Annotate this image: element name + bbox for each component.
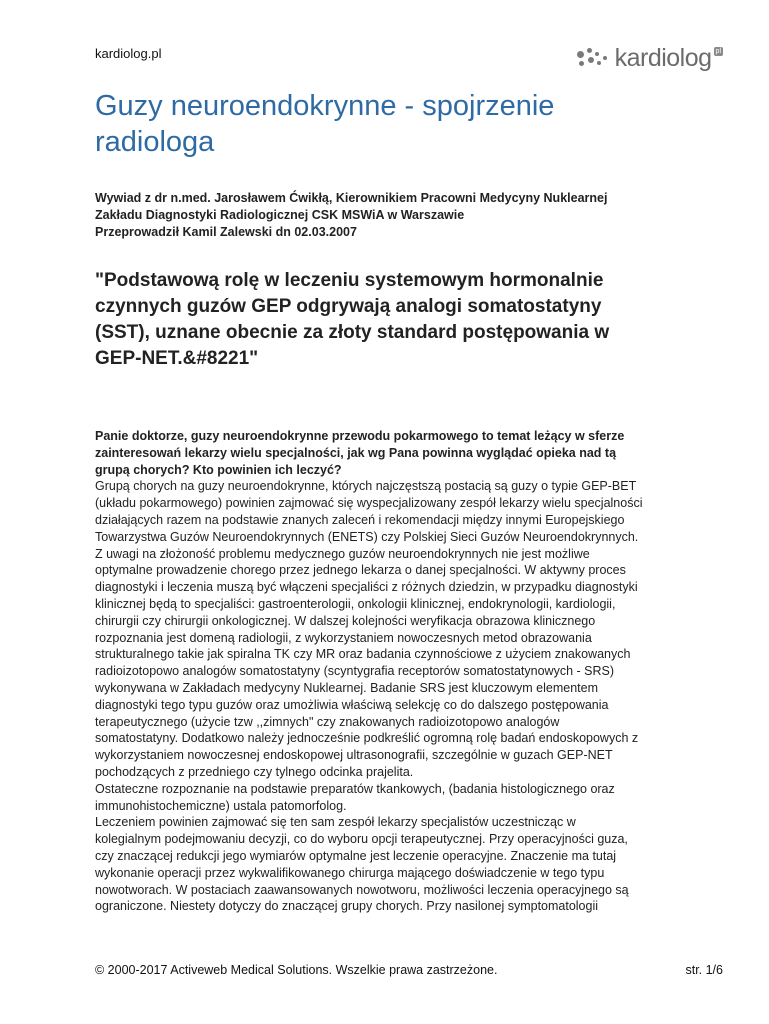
lead-line: czynnych guzów GEP odgrywają analogi somatostatyny [95,296,602,317]
answer-line: chirurgii czy chirurgii onkologicznej. W dalszej kolejności weryfikacja obrazowa klinicznego [95,613,596,628]
answer-line: Towarzystwa Guzów Neuroendokrynnych (ENETS) czy Polskiej Sieci Guzów Neuroendokrynnych. [95,529,639,544]
footer-copyright: © 2000-2017 Activeweb Medical Solutions. Wszelkie prawa zastrzeżone. [95,963,498,977]
lead-line: (SST), uznane obecnie za złoty standard postępowania w [95,322,610,343]
interview-line: Wywiad z dr n.med. Jarosławem Ćwikłą, Kierownikiem Pracowni Medycyny Nuklearnej [95,191,608,205]
answer-line: kolegialnym podejmowaniu decyzji, co do wyboru opcji terapeutycznej. Przy operacyjności guza, [95,832,628,847]
header-site-name: kardiolog.pl [95,46,162,61]
page-footer [95,963,723,977]
answer-line: diagnostyki tego typu guzów oraz umożliwia właściwą selekcję co do dalszego postępowania [95,697,609,712]
kardiolog-logo[interactable] [577,42,723,74]
answer-line: strukturalnego takie jak spiralna TK czy MR oraz badania czynnościowe z użyciem znakowanych [95,647,631,662]
answer-line: terapeutycznego (użycie tzw ,,zimnych" czy znakowanych radioizotopowo analogów [95,714,560,729]
answer-line: somatostatyny. Dodatkowo należy jednocześnie podkreślić ogromną rolę badań endoskopowych z [95,731,639,746]
answer-line: rozpoznania jest domeną radiologii, z wykorzystaniem nowoczesnych metod obrazowania [95,630,592,645]
title-line: radiologa [95,126,215,158]
answer-line: działających razem na podstawie znanych zaleceń i rekomendacji między innymi Europejskiego [95,512,625,527]
answer-line: wykorzystaniem nowoczesnej endoskopowej ultrasonografii, szczególnie w guzach GEP-NET [95,748,613,763]
article-title [95,88,695,160]
logo-badge: pl [715,47,721,55]
answer-line: diagnostyki i leczenia muszą być włączeni specjaliści z różnych dziedzin, w przypadku diagnostyki [95,580,638,595]
logo-dots-icon [577,47,611,69]
answer-line: pochodzących z przedniego czy tylnego odcinka prajelita. [95,764,414,779]
answer-line: Grupą chorych na guzy neuroendokrynne, których najczęstszą postacią są guzy o typie GEP-BET [95,479,637,494]
answer-line: klinicznej będą to specjaliści: gastroenterologii, onkologii klinicznej, endokrynologii, kardiologii, [95,596,616,611]
interview-line: Zakładu Diagnostyki Radiologicznej CSK MSWiA w Warszawie [95,208,465,222]
answer-line: immunohistochemiczne) ustala patomorfolog. [95,798,347,813]
question-line: zainteresowań lekarzy wielu specjalności, jak wg Pana powinna wyglądać opieka nad tą [95,445,617,460]
answer-line: Ostateczne rozpoznanie na podstawie preparatów tkankowych, (badania histologicznego oraz [95,781,615,796]
lead-line: GEP-NET.&#8221" [95,348,259,369]
answer-line: Z uwagi na złożoność problemu medycznego guzów neuroendokrynnych nie jest możliwe [95,546,590,561]
interview-answer [95,478,735,915]
lead-quote [95,268,715,372]
question-line: grupą chorych? Kto powinien ich leczyć? [95,462,342,477]
page-number: str. 1/6 [685,963,723,977]
interview-info [95,190,735,241]
answer-line: optymalne prowadzenie chorego przez jednego lekarza o danej specjalności. W aktywny proces [95,563,626,578]
interview-question [95,428,735,478]
answer-line: czy znaczącej redukcji jego wymiarów optymalne jest leczenie operacyjne. Znaczenie ma tutaj [95,848,617,863]
logo-text: kardiolog [614,43,712,72]
answer-line: ograniczone. Niestety dotyczy do znaczącej grupy chorych. Przy nasilonej symptomatologii [95,899,599,914]
interview-line: Przeprowadził Kamil Zalewski dn 02.03.2007 [95,225,357,239]
answer-line: radioizotopowo analogów somatostatyny (scyntygrafia receptorów somatostatynowych - SRS) [95,664,614,679]
answer-line: nowotworach. W postaciach zaawansowanych nowotworu, możliwości leczenia operacyjnego są [95,882,629,897]
question-line: Panie doktorze, guzy neuroendokrynne przewodu pokarmowego to temat leżący w sferze [95,429,625,443]
answer-line: Leczeniem powinien zajmować się ten sam zespół lekarzy specjalistów uczestnicząc w [95,815,576,830]
answer-line: wykonywana w Zakładach medycyny Nuklearnej. Badanie SRS jest kluczowym elementem [95,680,598,695]
article-body [95,428,735,915]
lead-line: "Podstawową rolę w leczeniu systemowym hormonalnie [95,270,604,291]
title-line: Guzy neuroendokrynne - spojrzenie [95,90,555,122]
answer-line: wykonanie operacji przez wykwalifikowanego chirurga mającego doświadczenie w tego typu [95,865,605,880]
answer-line: (układu pokarmowego) powinien zajmować się wyspecjalizowany zespół lekarzy wielu specjalności [95,496,643,511]
